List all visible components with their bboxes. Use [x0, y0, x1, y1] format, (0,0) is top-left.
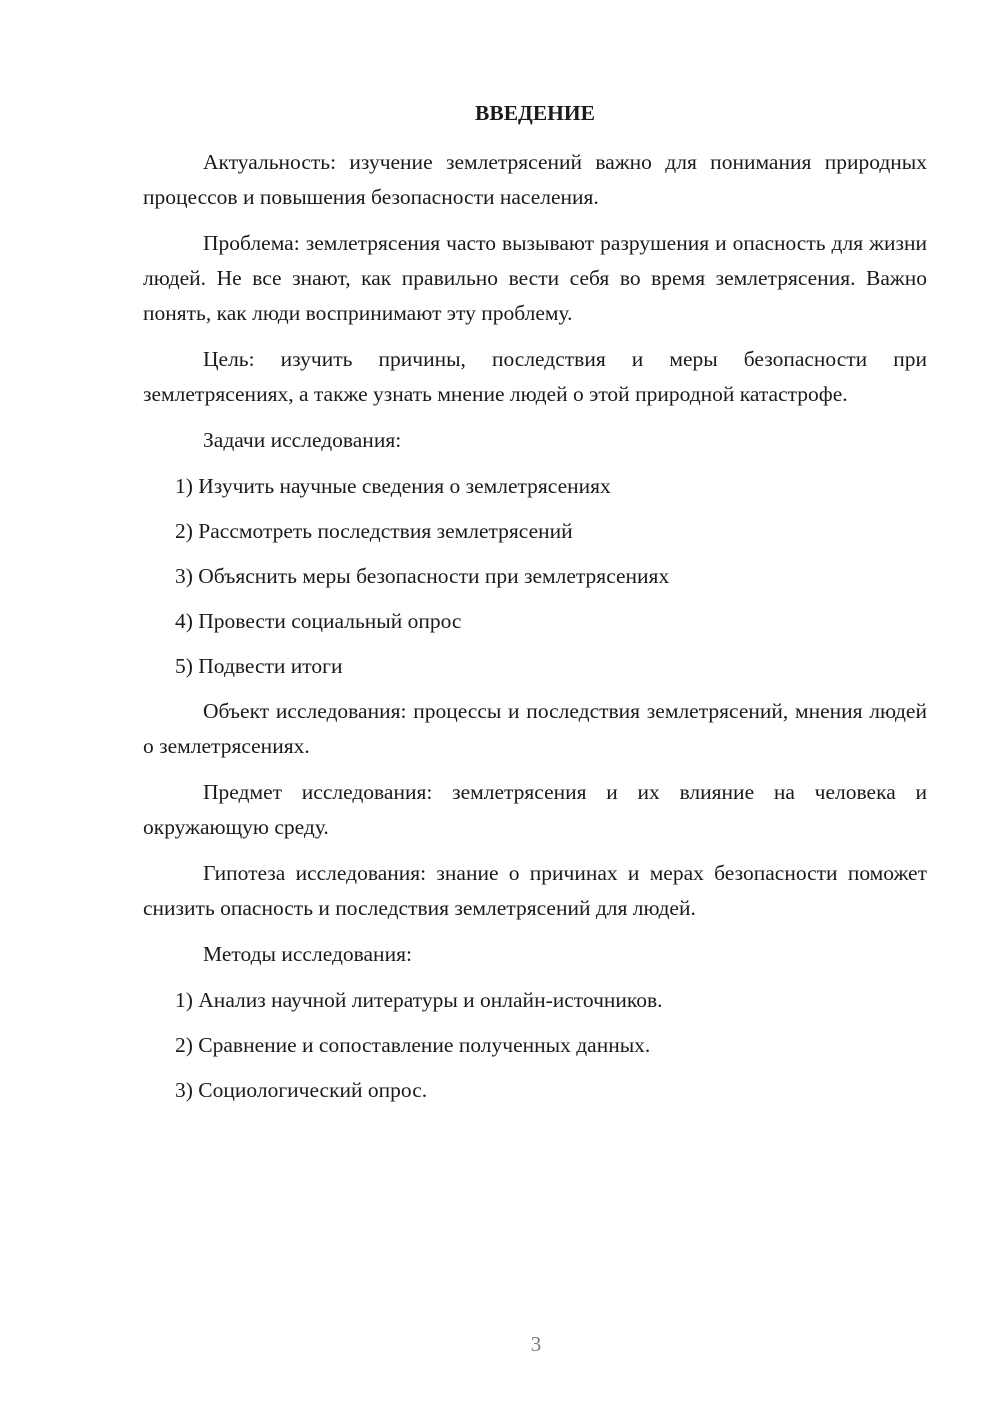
hypothesis-paragraph: Гипотеза исследования: знание о причинах и мерах безопасности поможет снизить опасность и последствия землетрясений для людей. [143, 861, 927, 920]
task-item: 5) Подвести итоги [175, 654, 343, 678]
object-paragraph: Объект исследования: процессы и последствия землетрясений, мнения людей о землетрясениях. [143, 699, 927, 758]
method-item: 3) Социологический опрос. [175, 1078, 428, 1102]
goal-paragraph: Цель: изучить причины, последствия и меры безопасности при землетрясениях, а также узнать мнение людей о этой природной катастрофе. [143, 347, 927, 406]
subject-paragraph: Предмет исследования: землетрясения и их влияние на человека и окружающую среду. [143, 780, 927, 839]
page-content [143, 96, 927, 1118]
task-item: 3) Объяснить меры безопасности при землетрясениях [175, 564, 670, 588]
method-item: 1) Анализ научной литературы и онлайн-источников. [175, 988, 663, 1012]
methods-heading: Методы исследования: [203, 942, 412, 966]
tasks-heading: Задачи исследования: [203, 428, 402, 452]
method-item: 2) Сравнение и сопоставление полученных данных. [175, 1033, 651, 1057]
section-title: ВВЕДЕНИЕ [475, 101, 595, 125]
relevance-paragraph: Актуальность: изучение землетрясений важно для понимания природных процессов и повышения безопасности населения. [143, 150, 927, 209]
problem-paragraph: Проблема: землетрясения часто вызывают разрушения и опасность для жизни людей. Не все знают, как правильно вести себя во время землетрясения. Важно понять, как люди воспринимают эту проблему. [143, 231, 927, 325]
task-item: 2) Рассмотреть последствия землетрясений [175, 519, 573, 543]
task-item: 1) Изучить научные сведения о землетрясениях [175, 474, 611, 498]
task-item: 4) Провести социальный опрос [175, 609, 462, 633]
page-number: 3 [530, 1332, 542, 1356]
